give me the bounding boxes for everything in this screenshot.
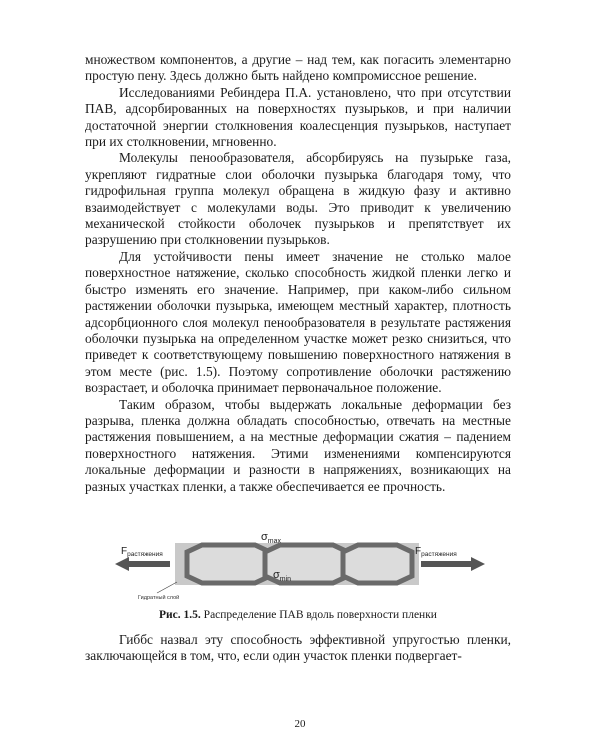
paragraph-5: Таким образом, чтобы выдержать локальные деформации без разрыва, пленка должна обладать способностью, отвечать на местные растяжения повышением, а на местные деформации сжатия – падением поверхностного натяжения. Этими изменениями компенсируются локальные деформации и разности в напряжениях, возникающих на разных участках пленки, а также обеспечивается ее прочность. [85, 396, 511, 494]
figure-caption [85, 608, 511, 622]
bubble-cells [187, 545, 412, 583]
right-force-arrow [421, 557, 485, 571]
bubble-cell [187, 545, 270, 583]
tail-text [85, 632, 511, 665]
sigma-min-label: $\sigma_{min}$ [273, 569, 292, 583]
caption-text: Распределение ПАВ вдоль поверхности пленки [200, 609, 437, 621]
page-number: 20 [294, 718, 306, 730]
paragraph-2: Исследованиями Ребиндера П.А. установлено, что при отсутствии ПАВ, адсорбированных на поверхностях пузырьков, и при наличии достаточной энергии столкновения коалесценция пузырьков, наступает при их столкновении, мгновенно. [85, 84, 511, 150]
caption-number: Рис. 1.5. [159, 609, 201, 621]
f-left-label: $F_{растяжения}$ [121, 546, 163, 558]
hydrate-pointer-line [157, 582, 177, 593]
paragraph-1: множеством компонентов, а другие – над тем, как погасить элементарно простую пену. Здесь должно быть найдено компромиссное решение. [85, 52, 511, 84]
f-right-label: $F_{растяжения}$ [415, 546, 457, 558]
body-text [85, 52, 511, 495]
sigma-max-label: $\sigma_{max}$ [261, 531, 282, 545]
paragraph-4: Для устойчивости пены имеет значение не столько малое поверхностное натяжение, сколько способность жидкой пленки легко и быстро изменять его значение. Например, при каком-либо сильном растяжении оболочки пузырька, имеющем местный характер, плотность адсорбционного слоя молекул пенообразователя в результате растяжения оболочки пузырька на определенном участке может резко снизиться, что приведет к соответствующему повышению поверхностного натяжения в этом месте (рис. 1.5). Поэтому сопротивление оболочки растяжению возрастает, и оболочка принимает первоначальное положение. [85, 248, 511, 396]
left-force-arrow [115, 557, 170, 571]
hydrate-layer-label: Гидратный слой [138, 595, 180, 601]
paragraph-3: Молекулы пенообразователя, абсорбируясь на пузырьке газа, укрепляют гидратные слои оболочки пузырька благодаря тому, что гидрофильная группа молекул обращена в жидкую фазу и активно взаимодействует с молекулами воды. Это приводит к увеличению механической стойкости оболочек пузырьков и препятствует их разрушению при столкновении пузырьков. [85, 150, 511, 248]
paragraph-6: Гиббс назвал эту способность эффективной упругостью пленки, заключающейся в том, что, если один участок пленки подвергает- [85, 632, 511, 664]
surfactant-distribution-figure [115, 530, 485, 608]
bubble-cell [343, 545, 412, 583]
